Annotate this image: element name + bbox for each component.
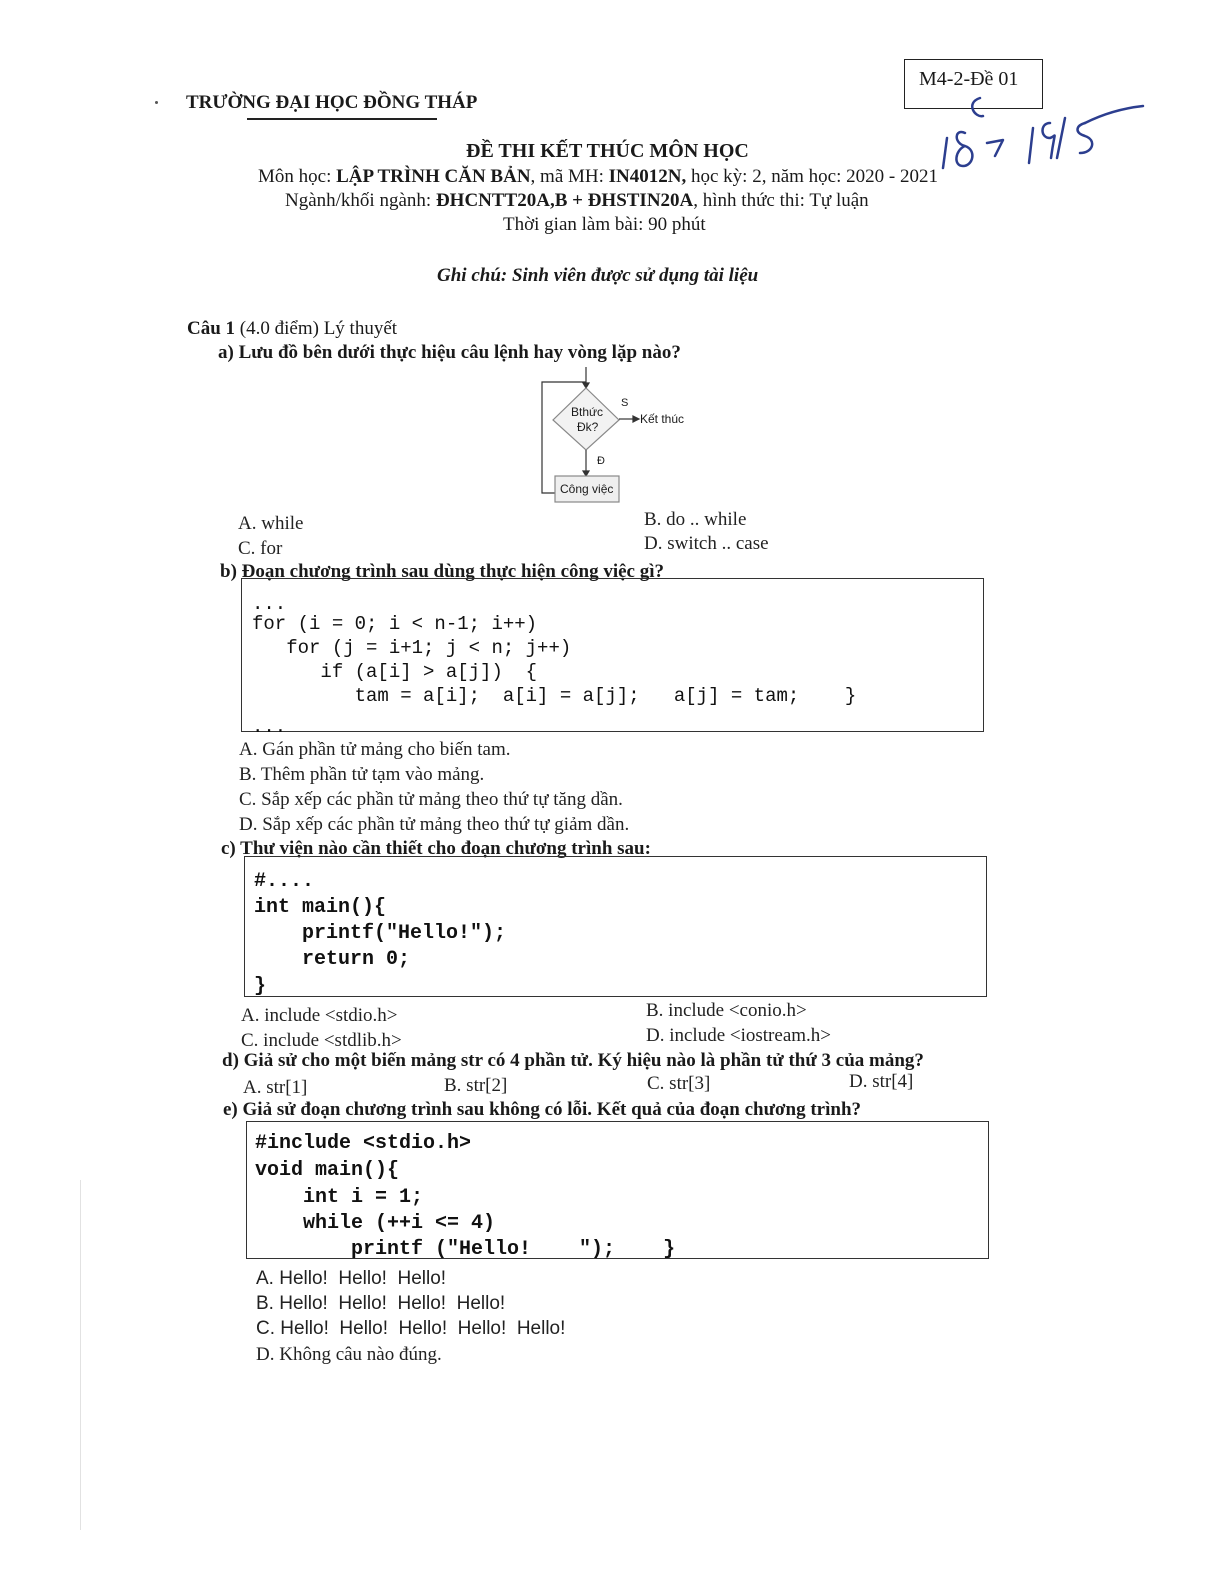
question-1-points: (4.0 điểm) Lý thuyết (235, 318, 398, 339)
qa-option-c[interactable]: C. for (238, 538, 283, 559)
question-d-text: d) Giả sử cho một biến mảng str có 4 phần tử. Ký hiệu nào là phần tử thứ 3 của mảng? (222, 1050, 924, 1071)
qc-code-line-4: return 0; (254, 948, 411, 971)
exam-note: Ghi chú: Sinh viên được sử dụng tài liệu (437, 265, 759, 286)
question-b-text: b) Đoạn chương trình sau dùng thực hiện công việc gì? (220, 561, 665, 582)
qc-code-line-1: #.... (254, 870, 315, 893)
qb-option-a[interactable]: A. Gán phần tử mảng cho biến tam. (239, 739, 511, 760)
qb-code-line-1: ... (252, 593, 287, 615)
flow-end-label: Kết thúc (640, 412, 685, 426)
qe-code-line-2: void main(){ (255, 1159, 400, 1182)
qe-option-d[interactable]: D. Không câu nào đúng. (256, 1344, 442, 1365)
qe-option-b[interactable]: B. Hello! Hello! Hello! Hello! (256, 1293, 506, 1314)
qd-option-b[interactable]: B. str[2] (444, 1075, 508, 1096)
qa-option-d[interactable]: D. switch .. case (644, 533, 769, 554)
qb-option-c[interactable]: C. Sắp xếp các phần tử mảng theo thứ tự tăng dần. (239, 789, 623, 810)
major-suffix: , hình thức thi: Tự luận (693, 190, 869, 211)
qd-option-c[interactable]: C. str[3] (647, 1073, 711, 1094)
qc-code-line-2: int main(){ (254, 896, 387, 919)
question-1-label: Câu 1 (187, 318, 236, 339)
question-1 (187, 318, 397, 340)
handwritten-note (925, 88, 1155, 178)
subject-line (258, 166, 938, 188)
qe-option-c[interactable]: C. Hello! Hello! Hello! Hello! Hello! (256, 1318, 566, 1339)
duration: Thời gian làm bài: 90 phút (503, 214, 706, 235)
subject-suffix: học kỳ: 2, năm học: 2020 - 2021 (686, 166, 938, 187)
qa-option-b[interactable]: B. do .. while (644, 509, 747, 530)
flow-cond-line1: Bthức (571, 405, 604, 419)
subject-code: IN4012N, (608, 166, 687, 187)
qd-option-a[interactable]: A. str[1] (243, 1077, 308, 1098)
major-name: ĐHCNTT20A,B + ĐHSTIN20A (435, 190, 694, 211)
qe-code-line-3: int i = 1; (255, 1186, 424, 1209)
exam-code: M4-2-Đề 01 (919, 68, 1019, 90)
qb-option-b[interactable]: B. Thêm phần tử tạm vào mảng. (239, 764, 485, 785)
qe-code-line-5: printf ("Hello! "); } (255, 1238, 676, 1261)
qb-option-d[interactable]: D. Sắp xếp các phần tử mảng theo thứ tự giảm dần. (239, 814, 630, 835)
school-name: TRƯỜNG ĐẠI HỌC ĐỒNG THÁP (186, 92, 478, 113)
margin-dot (155, 101, 158, 104)
qc-option-d[interactable]: D. include <iostream.h> (646, 1025, 831, 1046)
qa-option-a[interactable]: A. while (238, 513, 304, 534)
flow-work-label: Công việc (560, 482, 614, 496)
qc-code-line-3: printf("Hello!"); (254, 922, 507, 945)
qb-code-line-5: tam = a[i]; a[i] = a[j]; a[j] = tam; } (252, 685, 857, 707)
subject-mid: , mã MH: (530, 166, 609, 187)
qb-code-line-3: for (j = i+1; j < n; j++) (252, 637, 572, 659)
qe-code-line-1: #include <stdio.h> (255, 1132, 472, 1155)
qe-option-a[interactable]: A. Hello! Hello! Hello! (256, 1268, 447, 1289)
school-underline (247, 118, 437, 120)
flow-d-label: Đ (597, 455, 605, 467)
qd-option-d[interactable]: D. str[4] (849, 1071, 914, 1092)
flow-cond-line2: Đk? (577, 420, 599, 434)
major-line (285, 190, 869, 212)
qc-option-c[interactable]: C. include <stdlib.h> (241, 1030, 402, 1051)
qb-code-line-2: for (i = 0; i < n-1; i++) (252, 613, 538, 635)
question-c-text: c) Thư viện nào cần thiết cho đoạn chương trình sau: (221, 838, 651, 859)
qc-option-b[interactable]: B. include <conio.h> (646, 1000, 807, 1021)
exam-title: ĐỀ THI KẾT THÚC MÔN HỌC (466, 140, 749, 162)
qc-option-a[interactable]: A. include <stdio.h> (241, 1005, 398, 1026)
subject-prefix: Môn học: (258, 166, 337, 187)
qb-code-line-4: if (a[i] > a[j]) { (252, 661, 538, 683)
qb-code-line-6: ... (252, 716, 287, 738)
question-a-text: a) Lưu đồ bên dưới thực hiệu câu lệnh hay vòng lặp nào? (218, 342, 681, 363)
scan-edge-line (80, 1180, 81, 1530)
qc-code-line-5: } (254, 975, 267, 998)
qe-code-line-4: while (++i <= 4) (255, 1212, 496, 1235)
subject-name: LẬP TRÌNH CĂN BẢN (336, 166, 531, 187)
question-e-text: e) Giả sử đoạn chương trình sau không có lỗi. Kết quả của đoạn chương trình? (223, 1099, 862, 1120)
flow-s-label: S (621, 397, 629, 409)
major-prefix: Ngành/khối ngành: (285, 190, 436, 211)
